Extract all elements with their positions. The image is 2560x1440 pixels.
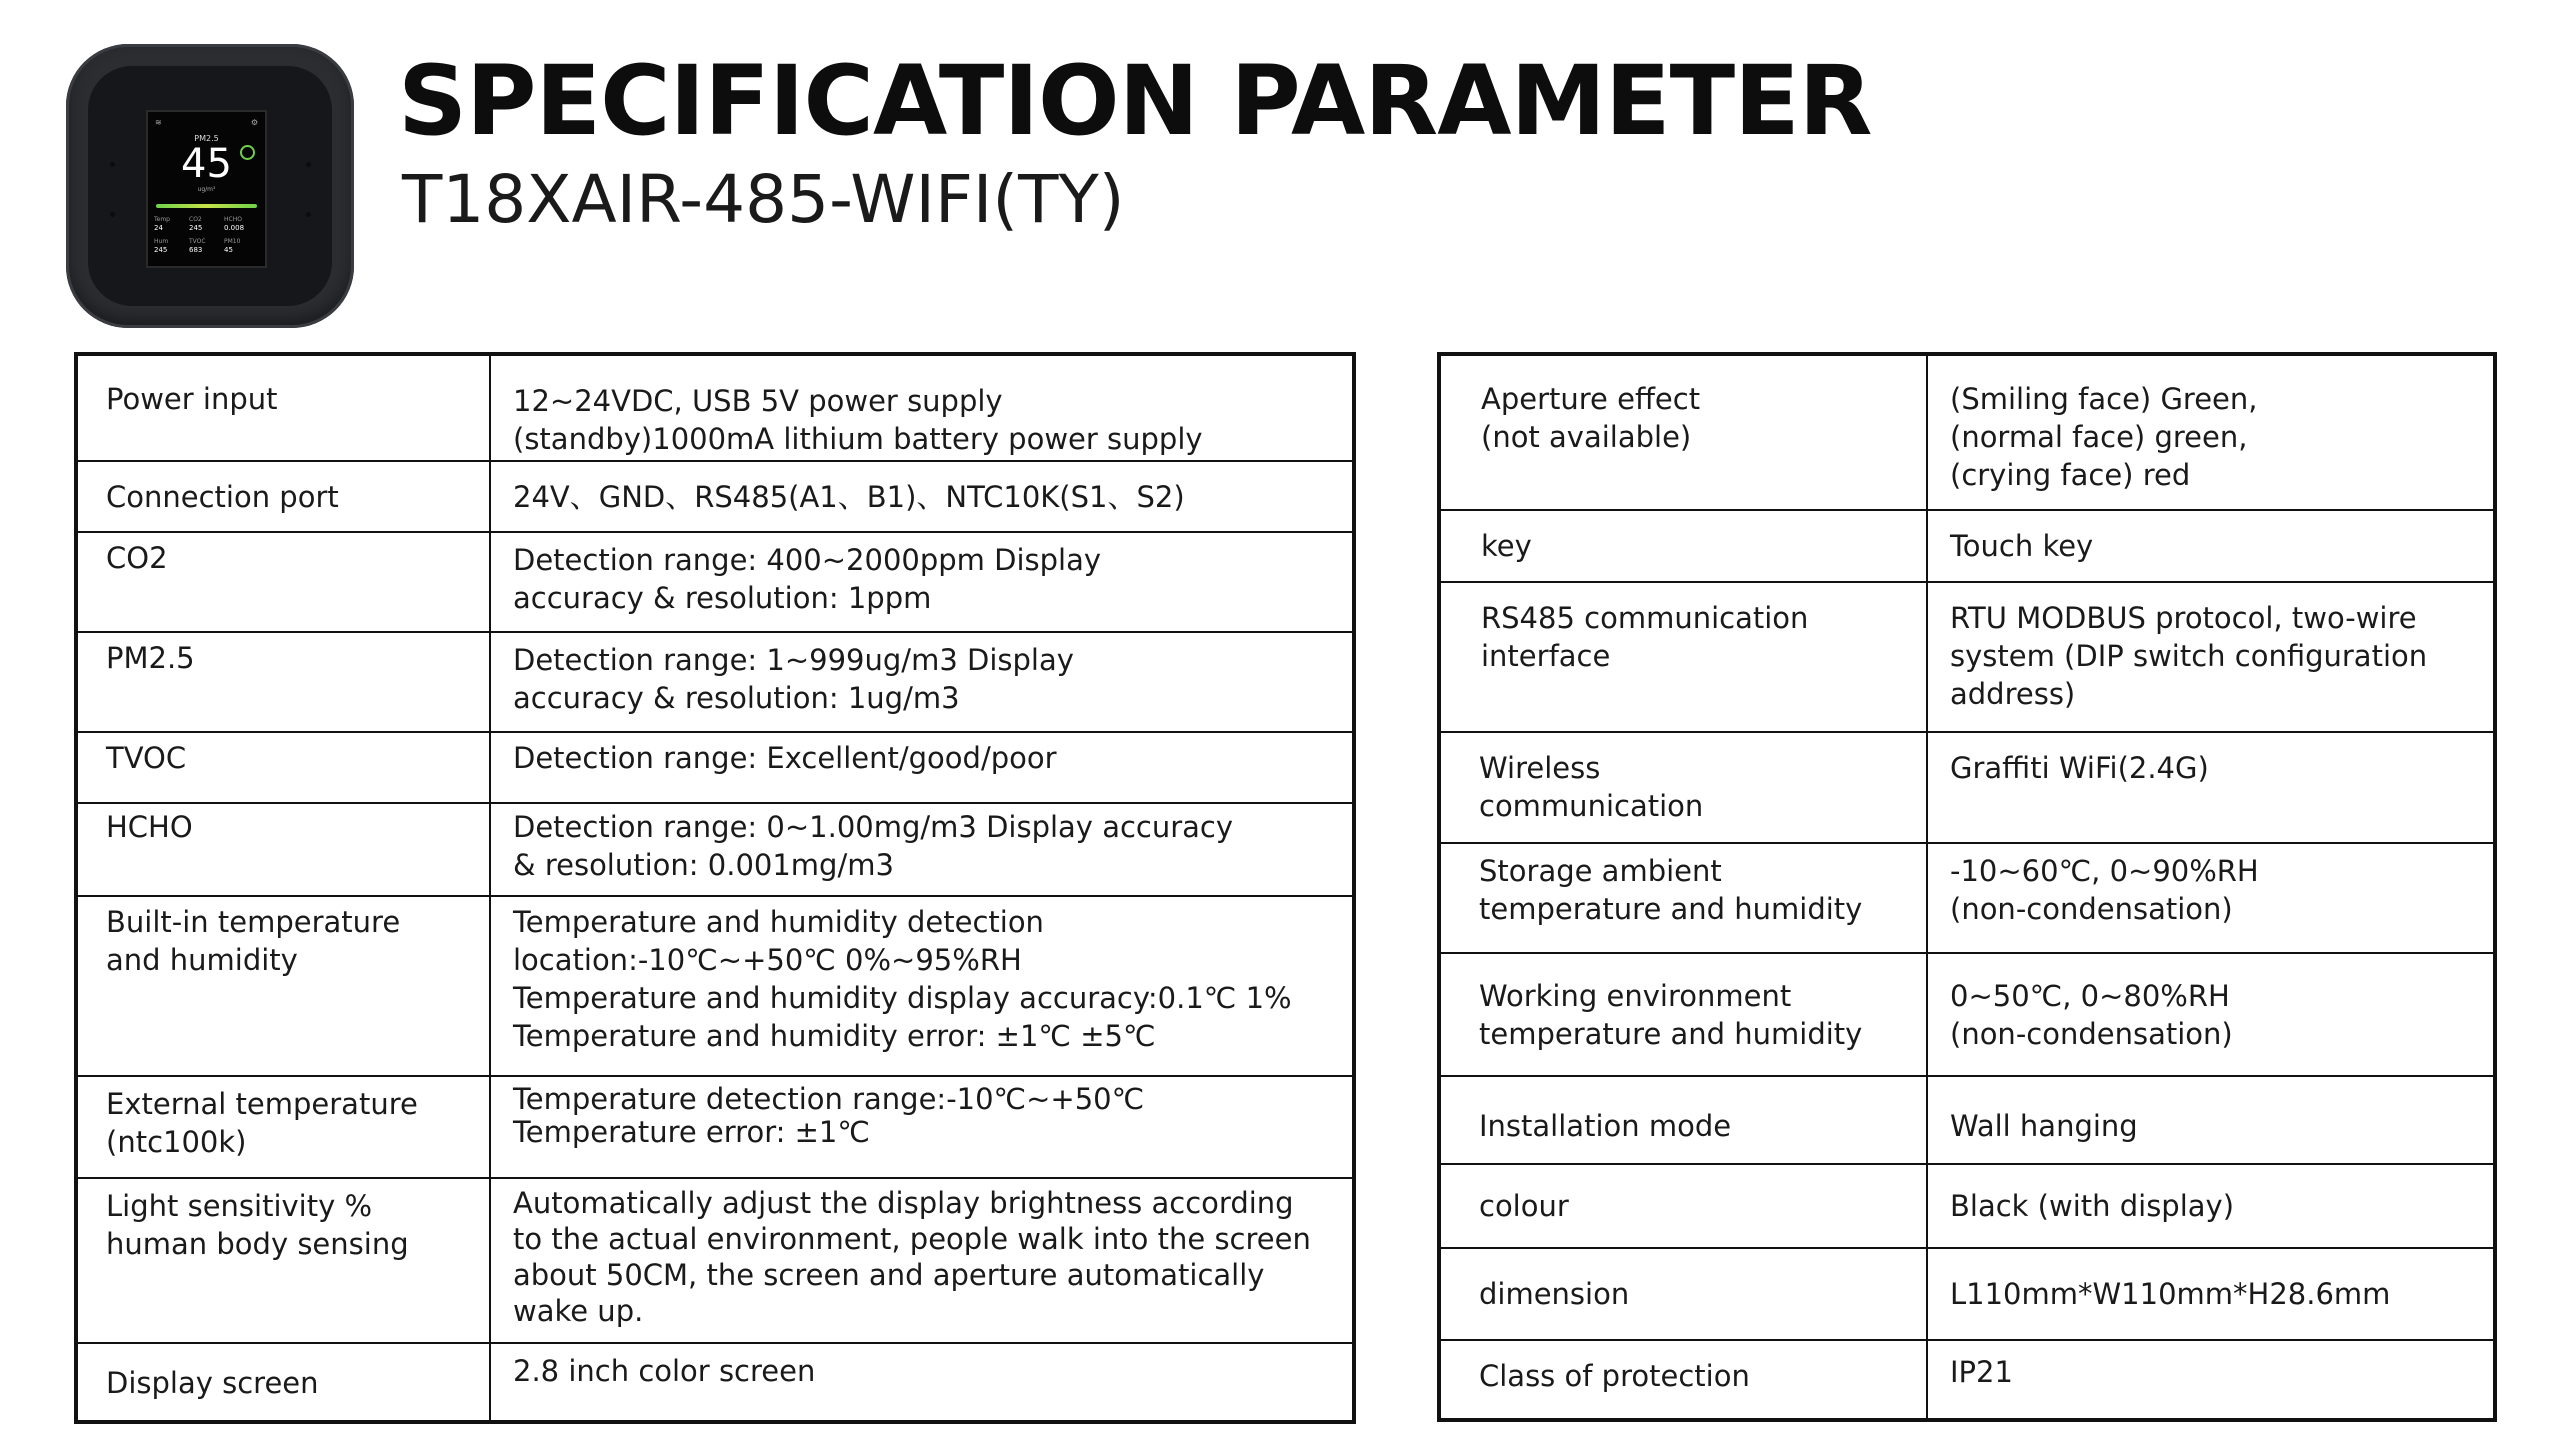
device-sensor-dot <box>306 162 311 167</box>
device-reading-value: 45 <box>181 141 232 187</box>
table-row <box>1439 354 2495 510</box>
table-row <box>1439 732 2495 843</box>
param-name: Built-in temperature and humidity <box>76 896 490 1076</box>
table-row <box>1439 1076 2495 1164</box>
param-name: RS485 communication interface <box>1439 582 1927 732</box>
table-row <box>76 1343 1354 1422</box>
param-value: Wall hanging <box>1927 1076 2495 1164</box>
table-row <box>76 732 1354 803</box>
table-row <box>1439 1164 2495 1248</box>
param-name: Aperture effect (not available) <box>1439 354 1927 510</box>
param-name: Class of protection <box>1439 1340 1927 1420</box>
param-value: 24V、GND、RS485(A1、B1)、NTC10K(S1、S2) <box>490 461 1354 532</box>
device-reading-label: PM2.5 <box>194 134 219 143</box>
table-row <box>76 632 1354 732</box>
param-name: colour <box>1439 1164 1927 1248</box>
spec-table-right <box>1437 352 2497 1422</box>
table-row <box>1439 1340 2495 1420</box>
table-row <box>76 532 1354 632</box>
param-value: -10~60℃, 0~90%RH (non-condensation) <box>1927 843 2495 953</box>
device-cell: CO2 245 <box>189 216 203 232</box>
param-name: CO2 <box>76 532 490 632</box>
device-sensor-dot <box>306 212 311 217</box>
table-row <box>1439 1248 2495 1340</box>
table-row <box>76 896 1354 1076</box>
param-value: 12~24VDC, USB 5V power supply (standby)1000mA lithium battery power supply <box>490 354 1354 461</box>
table-row <box>76 1076 1354 1178</box>
device-reading-grid <box>154 216 259 254</box>
param-name: Installation mode <box>1439 1076 1927 1164</box>
device-reading-unit: ug/m³ <box>197 186 216 193</box>
param-value: Detection range: 1~999ug/m3 Display accuracy & resolution: 1ug/m3 <box>490 632 1354 732</box>
smiley-icon <box>240 145 255 160</box>
device-status-bar <box>155 118 258 127</box>
air-quality-bar <box>156 204 257 208</box>
param-value: Detection range: Excellent/good/poor <box>490 732 1354 803</box>
device-cell: HCHO 0.008 <box>224 216 245 232</box>
table-row <box>76 1178 1354 1343</box>
model-name: T18XAIR-485-WIFI(TY) <box>402 161 1125 238</box>
param-value: 0~50℃, 0~80%RH (non-condensation) <box>1927 953 2495 1076</box>
table-row <box>76 354 1354 461</box>
device-image <box>66 44 354 328</box>
param-value: Automatically adjust the display brightness according to the actual environment, people walk into the screen about 50CM, the screen and aperture automatically wake up. <box>490 1178 1354 1343</box>
param-name: Display screen <box>76 1343 490 1422</box>
param-name: Power input <box>76 354 490 461</box>
param-value: Touch key <box>1927 510 2495 582</box>
param-name: Working environment temperature and humidity <box>1439 953 1927 1076</box>
table-row <box>1439 953 2495 1076</box>
device-screen <box>146 110 267 268</box>
page-title: SPECIFICATION PARAMETER <box>398 45 1872 157</box>
device-cell: PM10 45 <box>224 238 241 254</box>
device-sensor-dot <box>110 212 115 217</box>
param-name: Connection port <box>76 461 490 532</box>
param-name: key <box>1439 510 1927 582</box>
table-row <box>76 461 1354 532</box>
param-value: L110mm*W110mm*H28.6mm <box>1927 1248 2495 1340</box>
param-value: Temperature detection range:-10℃~+50℃ Temperature error: ±1℃ <box>490 1076 1354 1178</box>
param-value: Temperature and humidity detection location:-10℃~+50℃ 0%~95%RH Temperature and humidity display accuracy:0.1℃ 1% Temperature and humidity error: ±1℃ ±5℃ <box>490 896 1354 1076</box>
device-cell: Hum 245 <box>154 238 169 254</box>
param-name: External temperature (ntc100k) <box>76 1076 490 1178</box>
param-value: RTU MODBUS protocol, two-wire system (DIP switch configuration address) <box>1927 582 2495 732</box>
device-cell: Temp 24 <box>154 216 170 232</box>
device-sensor-dot <box>110 162 115 167</box>
table-row <box>76 803 1354 896</box>
param-name: PM2.5 <box>76 632 490 732</box>
param-value: IP21 <box>1927 1340 2495 1420</box>
param-value: Detection range: 0~1.00mg/m3 Display accuracy & resolution: 0.001mg/m3 <box>490 803 1354 896</box>
param-value: 2.8 inch color screen <box>490 1343 1354 1422</box>
table-row <box>1439 582 2495 732</box>
spec-table-left <box>74 352 1356 1424</box>
device-cell: TVOC 683 <box>189 238 206 254</box>
param-value: Black (with display) <box>1927 1164 2495 1248</box>
param-value: Graffiti WiFi(2.4G) <box>1927 732 2495 843</box>
param-name: Wireless communication <box>1439 732 1927 843</box>
table-row <box>1439 510 2495 582</box>
wifi-icon: ≋ <box>155 118 162 127</box>
param-value: (Smiling face) Green, (normal face) green, (crying face) red <box>1927 354 2495 510</box>
param-name: dimension <box>1439 1248 1927 1340</box>
param-name: TVOC <box>76 732 490 803</box>
param-name: Light sensitivity % human body sensing <box>76 1178 490 1343</box>
param-name: HCHO <box>76 803 490 896</box>
table-row <box>1439 843 2495 953</box>
param-name: Storage ambient temperature and humidity <box>1439 843 1927 953</box>
param-value: Detection range: 400~2000ppm Display accuracy & resolution: 1ppm <box>490 532 1354 632</box>
settings-icon: ⚙ <box>250 118 258 127</box>
